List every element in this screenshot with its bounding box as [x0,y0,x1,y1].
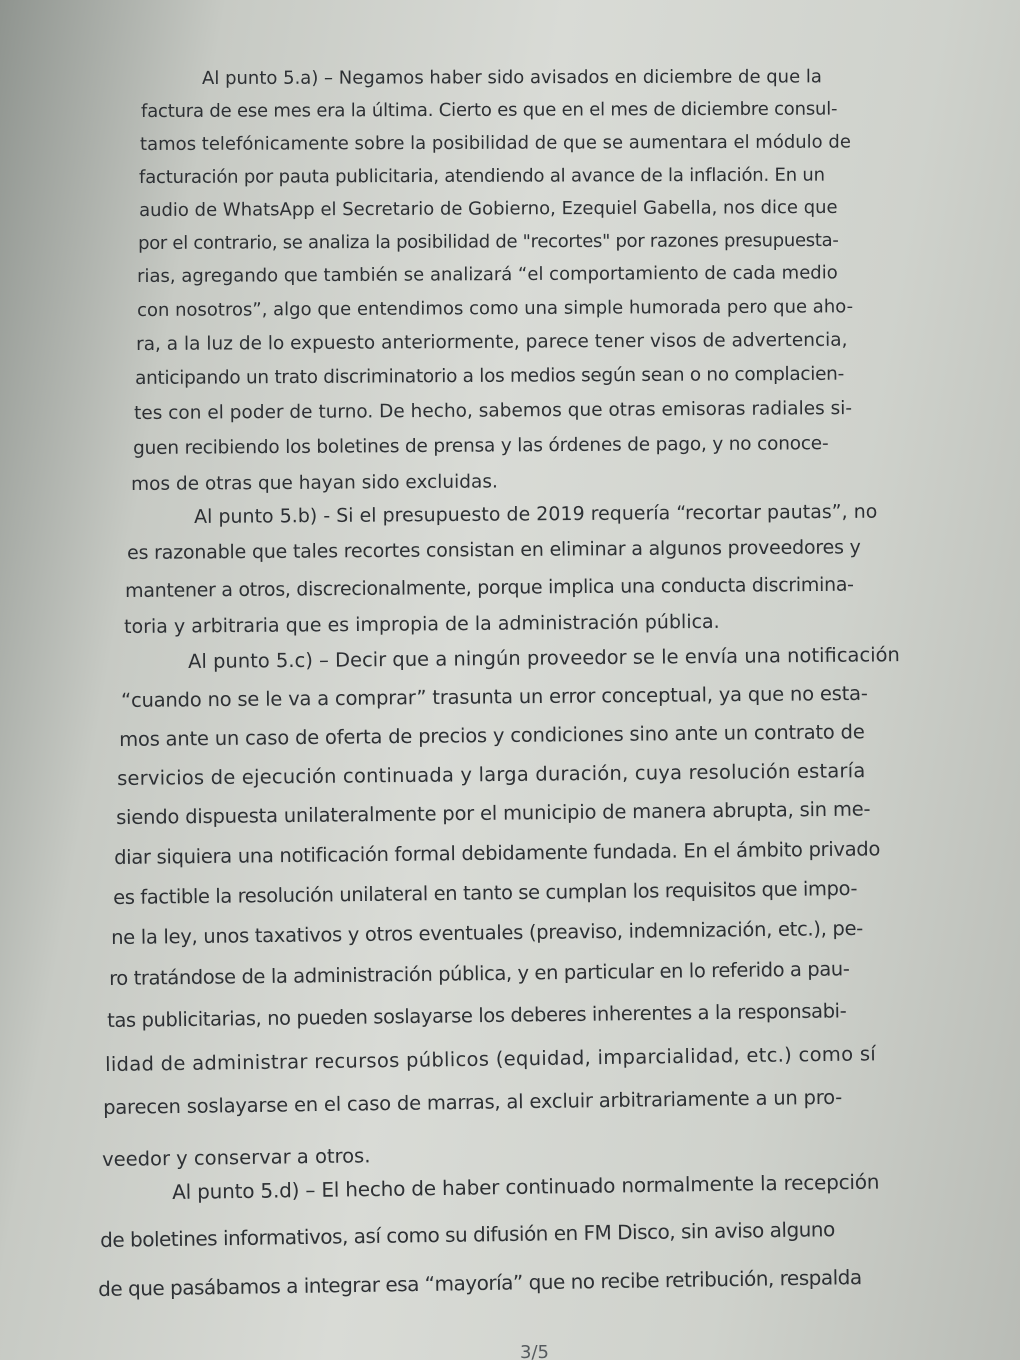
text-line: tas publicitarias, no pueden soslayarse los deberes inherentes a la responsabi- [107,999,847,1032]
text-line: facturación por pauta publicitaria, atendiendo al avance de la inflación. En un [139,164,825,188]
text-line: es razonable que tales recortes consistan en eliminar a algunos proveedores y [127,536,861,564]
text-line: audio de WhatsApp el Secretario de Gobierno, Ezequiel Gabella, nos dice que [139,196,838,221]
text-line: factura de ese mes era la última. Cierto es que en el mes de diciembre consul- [141,98,838,122]
text-line: por el contrario, se analiza la posibilidad de "recortes" por razones presupuesta- [138,229,839,254]
text-line: Al punto 5.d) – El hecho de haber continuado normalmente la recepción [172,1169,880,1204]
text-line: anticipando un trato discriminatorio a los medios según sean o no complacien- [135,363,845,389]
page-number: 3/5 [520,1342,549,1360]
text-line: veedor y conservar a otros. [102,1144,371,1171]
text-line: Al punto 5.b) - Si el presupuesto de 2019 requería “recortar pautas”, no [194,500,878,528]
text-line: servicios de ejecución continuada y larga duración, cuya resolución estaría [117,759,866,790]
text-line: parecen soslayarse en el caso de marras, al excluir arbitrariamente a un pro- [103,1085,843,1119]
text-line: tes con el poder de turno. De hecho, sabemos que otras emisoras radiales si- [134,397,853,424]
text-line: es factible la resolución unilateral en tanto se cumplan los requisitos que impo- [113,876,858,909]
text-line: guen recibiendo los boletines de prensa y las órdenes de pago, y no conoce- [133,433,829,459]
text-line: tamos telefónicamente sobre la posibilidad de que se aumentara el módulo de [140,131,851,155]
text-line: mos ante un caso de oferta de precios y condiciones sino ante un contrato de [119,720,865,751]
text-line: de boletines informativos, así como su difusión en FM Disco, sin aviso alguno [100,1217,835,1252]
text-line: diar siquiera una notificación formal debidamente fundada. En el ámbito privado [114,837,881,869]
text-line: “cuando no se le va a comprar” trasunta un error conceptual, ya que no esta- [121,681,868,712]
text-line: ne la ley, unos taxativos y otros eventuales (preaviso, indemnización, etc.), pe- [111,916,864,949]
text-line: lidad de administrar recursos públicos (equidad, imparcialidad, etc.) como sí [105,1042,877,1076]
text-line: mos de otras que hayan sido excluidas. [131,471,498,495]
text-line: mantener a otros, discrecionalmente, porque implica una conducta discrimina- [125,573,854,602]
text-line: toria y arbitraria que es impropia de la administración pública. [124,610,720,638]
text-line: rias, agregando que también se analizará “el comportamiento de cada medio [137,262,838,287]
text-line: siendo dispuesta unilateralmente por el municipio de manera abrupta, sin me- [116,797,871,829]
text-line: Al punto 5.c) – Decir que a ningún proveedor se le envía una notificación [188,643,900,673]
text-line: ro tratándose de la administración pública, y en particular en lo referido a pau- [109,957,850,990]
text-line: Al punto 5.a) – Negamos haber sido avisados en diciembre de que la [202,66,822,89]
text-line: con nosotros”, algo que entendimos como una simple humorada pero que aho- [137,296,854,321]
text-line: de que pasábamos a integrar esa “mayoría” que no recibe retribución, respalda [98,1265,862,1301]
text-line: ra, a la luz de lo expuesto anteriormente, parece tener visos de advertencia, [136,329,848,355]
